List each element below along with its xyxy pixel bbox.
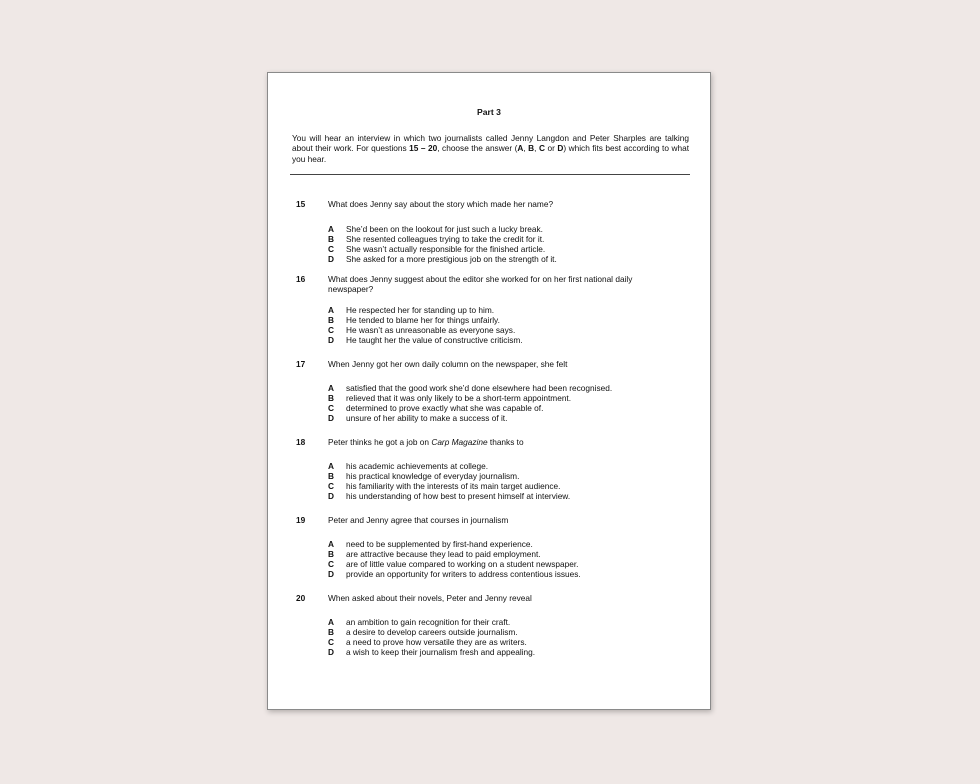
option-letter: D: [328, 569, 334, 580]
option-letter: A: [328, 617, 334, 627]
instructions-text: ) which fits best according to what you hear.: [292, 143, 689, 164]
question-number: 16: [296, 274, 306, 284]
option-letter: A: [328, 224, 334, 234]
question-text-part: thanks to: [487, 437, 524, 447]
option-d: [328, 491, 668, 501]
option-a: [328, 305, 668, 315]
option-letter: D: [328, 647, 334, 658]
option-text: unsure of her ability to make a success of it.: [346, 413, 508, 424]
question-number: 15: [296, 199, 306, 209]
options-list: [328, 305, 668, 345]
question-text-part: Peter thinks he got a job on: [328, 437, 432, 447]
option-text: are of little value compared to working on a student newspaper.: [346, 559, 579, 570]
question-number: 17: [296, 359, 306, 369]
option-text: provide an opportunity for writers to address contentious issues.: [346, 569, 581, 580]
option-text: She’d been on the lookout for just such a lucky break.: [346, 224, 543, 234]
option-d: [328, 569, 668, 579]
option-letter: C: [328, 325, 334, 336]
option-letter: B: [328, 393, 334, 404]
option-b: [328, 549, 668, 559]
question-text: What does Jenny say about the story which made her name?: [328, 199, 554, 209]
instructions: [292, 133, 689, 164]
option-b: [328, 315, 668, 325]
option-letter: C: [328, 637, 334, 648]
option-letter: A: [328, 539, 334, 549]
option-a: [328, 461, 668, 471]
question-number: 18: [296, 437, 306, 447]
question-number: 20: [296, 593, 306, 603]
option-text: a need to prove how versatile they are as writers.: [346, 637, 527, 648]
letter-a: A: [517, 143, 524, 154]
option-letter: A: [328, 383, 334, 393]
option-letter: B: [328, 549, 334, 560]
question-range: 15 – 20: [409, 143, 438, 154]
options-list: [328, 617, 668, 657]
question-text: What does Jenny suggest about the editor she worked for on her first national daily newspaper?: [328, 274, 633, 295]
letter-c: C: [538, 143, 545, 154]
option-letter: B: [328, 234, 334, 245]
option-letter: A: [328, 461, 334, 471]
option-text: his practical knowledge of everyday journalism.: [346, 471, 520, 482]
question-text: Peter and Jenny agree that courses in journalism: [328, 515, 509, 525]
options-list: [328, 383, 668, 423]
option-d: [328, 413, 668, 423]
option-text: He tended to blame her for things unfairly.: [346, 315, 500, 326]
option-c: [328, 559, 668, 569]
option-letter: C: [328, 244, 334, 255]
options-list: [328, 224, 668, 264]
option-a: [328, 539, 668, 549]
option-d: [328, 335, 668, 345]
instructions-text: , choose the answer (: [437, 143, 518, 154]
option-letter: B: [328, 471, 334, 482]
question-text: When asked about their novels, Peter and Jenny reveal: [328, 593, 532, 603]
page-title: Part 3: [477, 107, 501, 117]
option-b: [328, 393, 668, 403]
letter-d: D: [557, 143, 564, 154]
options-list: [328, 539, 668, 579]
option-text: satisfied that the good work she’d done elsewhere had been recognised.: [346, 383, 613, 393]
option-text: are attractive because they lead to paid employment.: [346, 549, 541, 560]
divider: [290, 174, 690, 175]
option-text: an ambition to gain recognition for their craft.: [346, 617, 511, 627]
option-letter: D: [328, 491, 334, 502]
magazine-title: Carp Magazine: [431, 437, 488, 447]
option-c: [328, 637, 668, 647]
option-text: a desire to develop careers outside journalism.: [346, 627, 518, 638]
option-letter: D: [328, 413, 334, 424]
question-text: [328, 437, 668, 447]
option-d: [328, 254, 668, 264]
option-c: [328, 403, 668, 413]
option-letter: C: [328, 559, 334, 570]
option-a: [328, 224, 668, 234]
question-text: When Jenny got her own daily column on the newspaper, she felt: [328, 359, 568, 369]
letter-b: B: [528, 143, 535, 154]
option-letter: B: [328, 627, 334, 638]
option-text: She asked for a more prestigious job on the strength of it.: [346, 254, 557, 265]
instructions-text: You will hear an interview in which two journalists called Jenny Langdon and Peter Sharples are talking about their work. For questions: [292, 133, 689, 154]
option-text: determined to prove exactly what she was capable of.: [346, 403, 544, 414]
separator: or: [544, 143, 558, 154]
separator: ,: [523, 143, 529, 154]
option-a: [328, 383, 668, 393]
option-text: He respected her for standing up to him.: [346, 305, 495, 315]
option-text: a wish to keep their journalism fresh and appealing.: [346, 647, 536, 658]
option-b: [328, 627, 668, 637]
exam-page: [267, 72, 711, 710]
option-text: his academic achievements at college.: [346, 461, 489, 471]
question-number: 19: [296, 515, 306, 525]
option-letter: C: [328, 481, 334, 492]
option-text: his understanding of how best to present himself at interview.: [346, 491, 571, 502]
option-d: [328, 647, 668, 657]
option-c: [328, 325, 668, 335]
option-text: She resented colleagues trying to take the credit for it.: [346, 234, 545, 245]
option-c: [328, 481, 668, 491]
option-letter: D: [328, 335, 334, 346]
option-a: [328, 617, 668, 627]
option-letter: B: [328, 315, 334, 326]
option-text: She wasn’t actually responsible for the finished article.: [346, 244, 546, 255]
option-text: his familiarity with the interests of its main target audience.: [346, 481, 561, 492]
option-text: relieved that it was only likely to be a short-term appointment.: [346, 393, 572, 404]
option-b: [328, 471, 668, 481]
option-c: [328, 244, 668, 254]
option-letter: C: [328, 403, 334, 414]
option-letter: A: [328, 305, 334, 315]
separator: ,: [534, 143, 539, 154]
options-list: [328, 461, 668, 501]
option-text: He wasn’t as unreasonable as everyone says.: [346, 325, 516, 336]
option-b: [328, 234, 668, 244]
option-text: need to be supplemented by first-hand experience.: [346, 539, 533, 549]
option-text: He taught her the value of constructive criticism.: [346, 335, 523, 346]
option-letter: D: [328, 254, 334, 265]
